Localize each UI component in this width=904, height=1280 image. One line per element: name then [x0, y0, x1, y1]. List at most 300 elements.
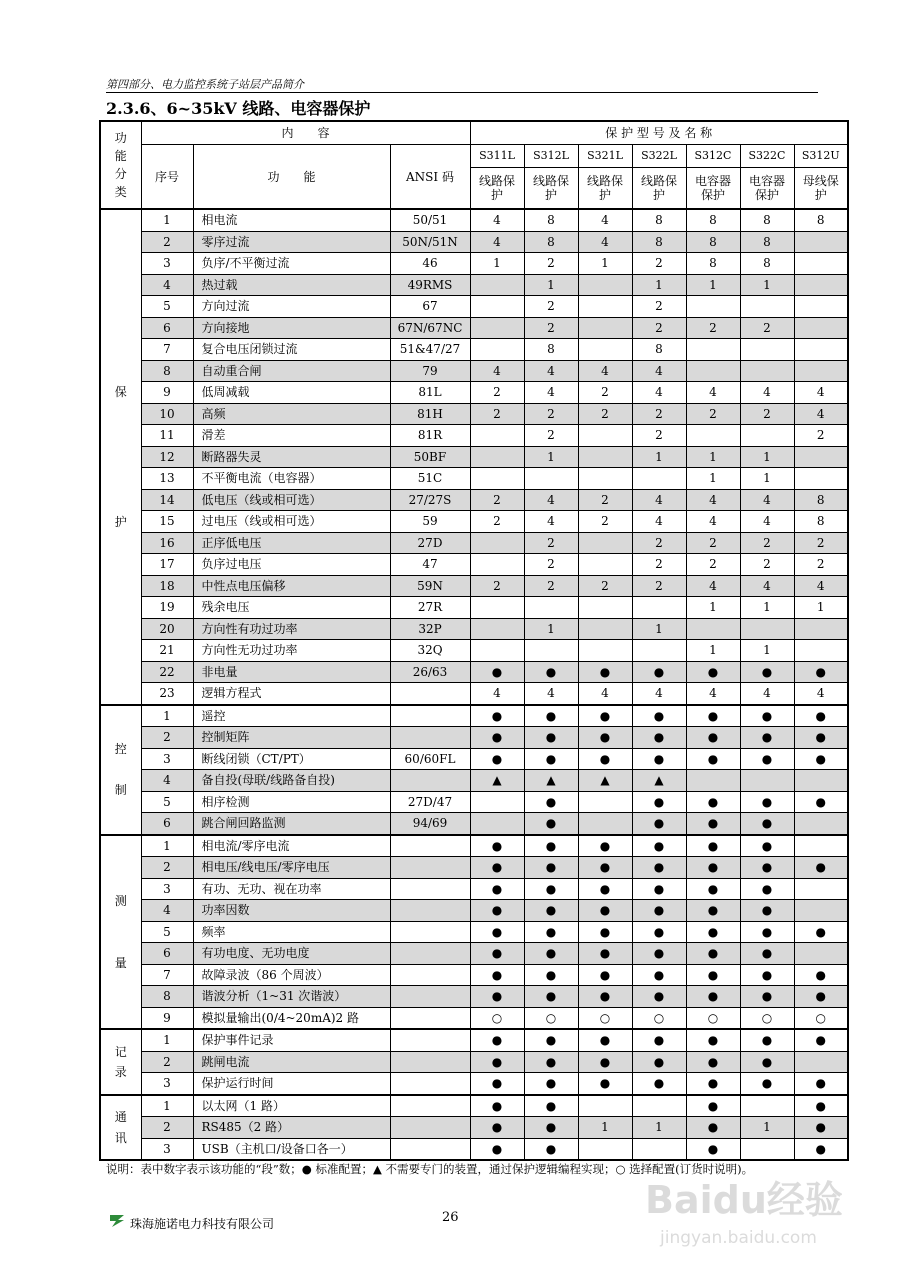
- ansi-cell: 81L: [390, 382, 470, 404]
- value-cell: 8: [794, 489, 848, 511]
- value-cell: ●: [524, 835, 578, 857]
- ansi-cell: 47: [390, 554, 470, 576]
- value-cell: 4: [794, 683, 848, 705]
- category-cell: 通 讯: [100, 1095, 141, 1161]
- value-cell: 4: [740, 575, 794, 597]
- value-cell: ●: [740, 857, 794, 879]
- value-cell: 2: [578, 575, 632, 597]
- ansi-cell: 27R: [390, 597, 470, 619]
- model-name-s312l: 线路保护: [524, 168, 578, 210]
- value-cell: ●: [686, 1029, 740, 1051]
- function-cell: 相电流/零序电流: [193, 835, 390, 857]
- function-cell: 谐波分析（1~31 次谐波）: [193, 986, 390, 1008]
- value-cell: 8: [740, 209, 794, 231]
- value-cell: 4: [578, 683, 632, 705]
- value-cell: [740, 425, 794, 447]
- value-cell: [686, 425, 740, 447]
- seq-cell: 2: [141, 1117, 193, 1139]
- function-cell: 断线闭锁（CT/PT）: [193, 748, 390, 770]
- value-cell: [632, 597, 686, 619]
- value-cell: [794, 317, 848, 339]
- function-cell: 中性点电压偏移: [193, 575, 390, 597]
- seq-cell: 16: [141, 532, 193, 554]
- value-cell: ○: [740, 1007, 794, 1029]
- value-cell: ●: [470, 878, 524, 900]
- value-cell: ●: [578, 964, 632, 986]
- function-cell: 频率: [193, 921, 390, 943]
- value-cell: ●: [794, 1095, 848, 1117]
- function-cell: 有功、无功、视在功率: [193, 878, 390, 900]
- content-header: 内 容: [141, 121, 470, 145]
- ansi-cell: [390, 878, 470, 900]
- value-cell: ●: [686, 1138, 740, 1160]
- value-cell: ●: [794, 748, 848, 770]
- value-cell: 8: [632, 339, 686, 361]
- value-cell: ●: [524, 661, 578, 683]
- value-cell: 1: [686, 468, 740, 490]
- seq-header: 序号: [141, 145, 193, 210]
- value-cell: 2: [524, 253, 578, 275]
- table-row: [100, 964, 848, 986]
- value-cell: ○: [578, 1007, 632, 1029]
- function-cell: 保护运行时间: [193, 1073, 390, 1095]
- table-row: [100, 1095, 848, 1117]
- value-cell: ●: [578, 661, 632, 683]
- function-header: 功 能: [193, 145, 390, 210]
- table-row: [100, 943, 848, 965]
- value-cell: 1: [524, 618, 578, 640]
- value-cell: 4: [794, 575, 848, 597]
- value-cell: 2: [632, 425, 686, 447]
- model-header: 保 护 型 号 及 名 称: [470, 121, 848, 145]
- table-row: [100, 640, 848, 662]
- function-cell: 断路器失灵: [193, 446, 390, 468]
- seq-cell: 18: [141, 575, 193, 597]
- company-logo-icon: [108, 1212, 126, 1228]
- value-cell: 2: [686, 554, 740, 576]
- value-cell: ●: [524, 943, 578, 965]
- value-cell: [794, 943, 848, 965]
- table-row: [100, 317, 848, 339]
- table-row: [100, 770, 848, 792]
- table-row: [100, 727, 848, 749]
- value-cell: [632, 640, 686, 662]
- seq-cell: 1: [141, 1095, 193, 1117]
- seq-cell: 7: [141, 339, 193, 361]
- function-cell: 低周减载: [193, 382, 390, 404]
- table-row: [100, 382, 848, 404]
- value-cell: 1: [470, 253, 524, 275]
- value-cell: 2: [578, 403, 632, 425]
- value-cell: 2: [632, 317, 686, 339]
- value-cell: [794, 253, 848, 275]
- table-row: [100, 360, 848, 382]
- value-cell: ●: [740, 900, 794, 922]
- ansi-cell: 46: [390, 253, 470, 275]
- value-cell: 8: [740, 231, 794, 253]
- value-cell: 1: [578, 253, 632, 275]
- value-cell: 2: [632, 403, 686, 425]
- value-cell: 2: [524, 403, 578, 425]
- table-note: 说明：表中数字表示该功能的“段”数；● 标准配置；▲ 不需要专门的装置，通过保护逻辑编程实现；○ 选择配置(订货时说明)。: [106, 1162, 754, 1176]
- function-cell: 保护事件记录: [193, 1029, 390, 1051]
- value-cell: [578, 425, 632, 447]
- value-cell: ●: [740, 986, 794, 1008]
- ansi-cell: 81H: [390, 403, 470, 425]
- value-cell: 4: [686, 382, 740, 404]
- value-cell: ●: [578, 900, 632, 922]
- value-cell: 4: [740, 382, 794, 404]
- value-cell: ●: [794, 661, 848, 683]
- function-cell: 不平衡电流（电容器）: [193, 468, 390, 490]
- value-cell: ●: [740, 748, 794, 770]
- section-title: 2.3.6、6~35kV 线路、电容器保护: [106, 99, 371, 118]
- value-cell: ●: [686, 1051, 740, 1073]
- value-cell: ●: [794, 921, 848, 943]
- value-cell: ●: [524, 964, 578, 986]
- value-cell: [578, 532, 632, 554]
- value-cell: ●: [740, 727, 794, 749]
- table-row: [100, 683, 848, 705]
- ansi-cell: [390, 1007, 470, 1029]
- value-cell: [794, 618, 848, 640]
- value-cell: [794, 640, 848, 662]
- value-cell: 4: [470, 231, 524, 253]
- table-row: [100, 446, 848, 468]
- seq-cell: 14: [141, 489, 193, 511]
- function-cell: 滑差: [193, 425, 390, 447]
- table-row: [100, 900, 848, 922]
- value-cell: ●: [578, 835, 632, 857]
- value-cell: [794, 1051, 848, 1073]
- ansi-cell: [390, 943, 470, 965]
- value-cell: [740, 360, 794, 382]
- value-cell: ●: [794, 727, 848, 749]
- value-cell: 8: [740, 253, 794, 275]
- value-cell: [578, 339, 632, 361]
- value-cell: ●: [524, 748, 578, 770]
- value-cell: ▲: [524, 770, 578, 792]
- value-cell: ●: [524, 878, 578, 900]
- value-cell: [686, 339, 740, 361]
- value-cell: [740, 1138, 794, 1160]
- table-row: [100, 857, 848, 879]
- value-cell: ●: [470, 835, 524, 857]
- value-cell: 2: [686, 532, 740, 554]
- table-row: [100, 532, 848, 554]
- value-cell: ●: [740, 835, 794, 857]
- value-cell: 1: [524, 446, 578, 468]
- ansi-cell: 94/69: [390, 813, 470, 835]
- value-cell: 4: [470, 209, 524, 231]
- value-cell: 4: [632, 511, 686, 533]
- value-cell: ●: [740, 661, 794, 683]
- ansi-cell: 49RMS: [390, 274, 470, 296]
- ansi-cell: [390, 1029, 470, 1051]
- seq-cell: 4: [141, 770, 193, 792]
- header-rule: [106, 92, 818, 93]
- table-row: [100, 425, 848, 447]
- ansi-cell: 67N/67NC: [390, 317, 470, 339]
- value-cell: ●: [524, 1117, 578, 1139]
- value-cell: ●: [578, 1073, 632, 1095]
- value-cell: ●: [470, 943, 524, 965]
- baidu-jingyan-watermark: [640, 1165, 850, 1255]
- value-cell: ●: [794, 964, 848, 986]
- ansi-cell: [390, 1073, 470, 1095]
- value-cell: ●: [632, 943, 686, 965]
- function-cell: 热过载: [193, 274, 390, 296]
- function-cell: 相序检测: [193, 791, 390, 813]
- value-cell: [794, 274, 848, 296]
- value-cell: ●: [686, 727, 740, 749]
- value-cell: 1: [686, 446, 740, 468]
- value-cell: [740, 770, 794, 792]
- value-cell: 4: [686, 575, 740, 597]
- ansi-cell: 79: [390, 360, 470, 382]
- value-cell: [794, 835, 848, 857]
- value-cell: 4: [578, 209, 632, 231]
- value-cell: 2: [470, 403, 524, 425]
- value-cell: [740, 1095, 794, 1117]
- category-cell: 测 量: [100, 835, 141, 1030]
- value-cell: ●: [740, 813, 794, 835]
- value-cell: [686, 296, 740, 318]
- model-code-s311l: S311L: [470, 145, 524, 168]
- value-cell: [578, 640, 632, 662]
- table-row: [100, 231, 848, 253]
- value-cell: ●: [686, 921, 740, 943]
- value-cell: ●: [578, 748, 632, 770]
- function-cell: 相电流: [193, 209, 390, 231]
- seq-cell: 5: [141, 791, 193, 813]
- seq-cell: 8: [141, 360, 193, 382]
- value-cell: ●: [470, 1073, 524, 1095]
- value-cell: ●: [740, 943, 794, 965]
- model-code-s312l: S312L: [524, 145, 578, 168]
- value-cell: 1: [632, 446, 686, 468]
- value-cell: 4: [740, 489, 794, 511]
- value-cell: [794, 446, 848, 468]
- function-cell: 高频: [193, 403, 390, 425]
- value-cell: 4: [470, 683, 524, 705]
- value-cell: 1: [740, 640, 794, 662]
- value-cell: 2: [470, 382, 524, 404]
- function-cell: 模拟量输出(0/4~20mA)2 路: [193, 1007, 390, 1029]
- table-row: [100, 878, 848, 900]
- value-cell: ●: [794, 857, 848, 879]
- value-cell: 2: [740, 403, 794, 425]
- value-cell: ●: [578, 857, 632, 879]
- value-cell: ●: [578, 1029, 632, 1051]
- value-cell: 8: [632, 209, 686, 231]
- value-cell: ●: [686, 986, 740, 1008]
- seq-cell: 1: [141, 1029, 193, 1051]
- value-cell: ●: [524, 1138, 578, 1160]
- value-cell: ●: [686, 964, 740, 986]
- value-cell: ●: [470, 857, 524, 879]
- ansi-cell: [390, 921, 470, 943]
- value-cell: [470, 618, 524, 640]
- value-cell: ●: [470, 705, 524, 727]
- seq-cell: 9: [141, 1007, 193, 1029]
- ansi-cell: 50N/51N: [390, 231, 470, 253]
- value-cell: 1: [794, 597, 848, 619]
- value-cell: ●: [686, 900, 740, 922]
- value-cell: 2: [524, 425, 578, 447]
- ansi-cell: 50/51: [390, 209, 470, 231]
- seq-cell: 3: [141, 878, 193, 900]
- value-cell: ●: [470, 986, 524, 1008]
- value-cell: [686, 770, 740, 792]
- value-cell: ●: [632, 964, 686, 986]
- table-row: [100, 274, 848, 296]
- value-cell: [686, 618, 740, 640]
- value-cell: ●: [524, 921, 578, 943]
- value-cell: ○: [632, 1007, 686, 1029]
- seq-cell: 2: [141, 857, 193, 879]
- value-cell: ●: [632, 705, 686, 727]
- ansi-cell: [390, 705, 470, 727]
- value-cell: ●: [470, 964, 524, 986]
- seq-cell: 17: [141, 554, 193, 576]
- table-row: [100, 511, 848, 533]
- function-cell: 遥控: [193, 705, 390, 727]
- model-name-s322c: 电容器保护: [740, 168, 794, 210]
- value-cell: ●: [632, 835, 686, 857]
- table-row: [100, 813, 848, 835]
- ansi-cell: [390, 683, 470, 705]
- function-cell: 相电压/线电压/零序电压: [193, 857, 390, 879]
- function-cell: 复合电压闭锁过流: [193, 339, 390, 361]
- value-cell: 4: [524, 360, 578, 382]
- value-cell: [794, 878, 848, 900]
- value-cell: ●: [632, 878, 686, 900]
- ansi-cell: [390, 1095, 470, 1117]
- function-cell: 跳闸电流: [193, 1051, 390, 1073]
- model-name-s321l: 线路保护: [578, 168, 632, 210]
- seq-cell: 6: [141, 813, 193, 835]
- category-cell: 控 制: [100, 705, 141, 835]
- value-cell: [740, 618, 794, 640]
- value-cell: 2: [632, 575, 686, 597]
- value-cell: 4: [470, 360, 524, 382]
- value-cell: ●: [578, 986, 632, 1008]
- value-cell: [470, 791, 524, 813]
- table-row: [100, 253, 848, 275]
- value-cell: 2: [794, 532, 848, 554]
- seq-cell: 3: [141, 748, 193, 770]
- seq-cell: 10: [141, 403, 193, 425]
- function-cell: 控制矩阵: [193, 727, 390, 749]
- value-cell: 8: [686, 253, 740, 275]
- value-cell: 8: [794, 511, 848, 533]
- function-cell: 过电压（线或相可选）: [193, 511, 390, 533]
- value-cell: [740, 339, 794, 361]
- value-cell: 1: [632, 274, 686, 296]
- function-cell: 方向接地: [193, 317, 390, 339]
- running-header: 第四部分、电力监控系统子站层产品简介: [106, 78, 304, 91]
- table-row: [100, 1073, 848, 1095]
- value-cell: [470, 597, 524, 619]
- value-cell: ●: [632, 813, 686, 835]
- value-cell: 1: [740, 468, 794, 490]
- model-code-s322c: S322C: [740, 145, 794, 168]
- function-cell: 负序/不平衡过流: [193, 253, 390, 275]
- ansi-cell: [390, 986, 470, 1008]
- footer-company: 珠海施诺电力科技有限公司: [130, 1217, 275, 1231]
- value-cell: ●: [794, 1138, 848, 1160]
- seq-cell: 3: [141, 1138, 193, 1160]
- value-cell: ▲: [632, 770, 686, 792]
- value-cell: 2: [524, 554, 578, 576]
- value-cell: 1: [740, 1117, 794, 1139]
- seq-cell: 2: [141, 727, 193, 749]
- value-cell: ●: [632, 986, 686, 1008]
- seq-cell: 3: [141, 1073, 193, 1095]
- value-cell: [470, 554, 524, 576]
- value-cell: 2: [740, 554, 794, 576]
- table-row: [100, 403, 848, 425]
- value-cell: ○: [794, 1007, 848, 1029]
- seq-cell: 8: [141, 986, 193, 1008]
- value-cell: ▲: [470, 770, 524, 792]
- seq-cell: 5: [141, 296, 193, 318]
- ansi-cell: 50BF: [390, 446, 470, 468]
- value-cell: ▲: [578, 770, 632, 792]
- value-cell: 8: [794, 209, 848, 231]
- value-cell: [578, 618, 632, 640]
- ansi-cell: [390, 1138, 470, 1160]
- value-cell: 4: [524, 511, 578, 533]
- function-cell: 有功电度、无功电度: [193, 943, 390, 965]
- value-cell: ●: [686, 835, 740, 857]
- value-cell: ○: [686, 1007, 740, 1029]
- value-cell: ●: [578, 705, 632, 727]
- value-cell: 4: [686, 683, 740, 705]
- function-cell: 方向性有功过功率: [193, 618, 390, 640]
- value-cell: [578, 274, 632, 296]
- value-cell: ●: [740, 921, 794, 943]
- ansi-cell: 60/60FL: [390, 748, 470, 770]
- value-cell: ●: [686, 791, 740, 813]
- value-cell: ●: [794, 986, 848, 1008]
- ansi-cell: 59: [390, 511, 470, 533]
- value-cell: [470, 468, 524, 490]
- value-cell: [740, 296, 794, 318]
- seq-cell: 2: [141, 231, 193, 253]
- ansi-cell: [390, 964, 470, 986]
- function-cell: USB（主机口/设备口各一）: [193, 1138, 390, 1160]
- value-cell: ●: [470, 900, 524, 922]
- value-cell: ●: [686, 1095, 740, 1117]
- model-name-s322l: 线路保护: [632, 168, 686, 210]
- value-cell: ●: [470, 921, 524, 943]
- ansi-cell: 67: [390, 296, 470, 318]
- function-cell: 残余电压: [193, 597, 390, 619]
- value-cell: [632, 1095, 686, 1117]
- value-cell: 4: [524, 382, 578, 404]
- value-cell: [578, 554, 632, 576]
- value-cell: [578, 791, 632, 813]
- ansi-cell: [390, 727, 470, 749]
- value-cell: 2: [470, 575, 524, 597]
- value-cell: ●: [632, 791, 686, 813]
- value-cell: ●: [632, 921, 686, 943]
- value-cell: 2: [740, 317, 794, 339]
- value-cell: ●: [632, 727, 686, 749]
- value-cell: [470, 425, 524, 447]
